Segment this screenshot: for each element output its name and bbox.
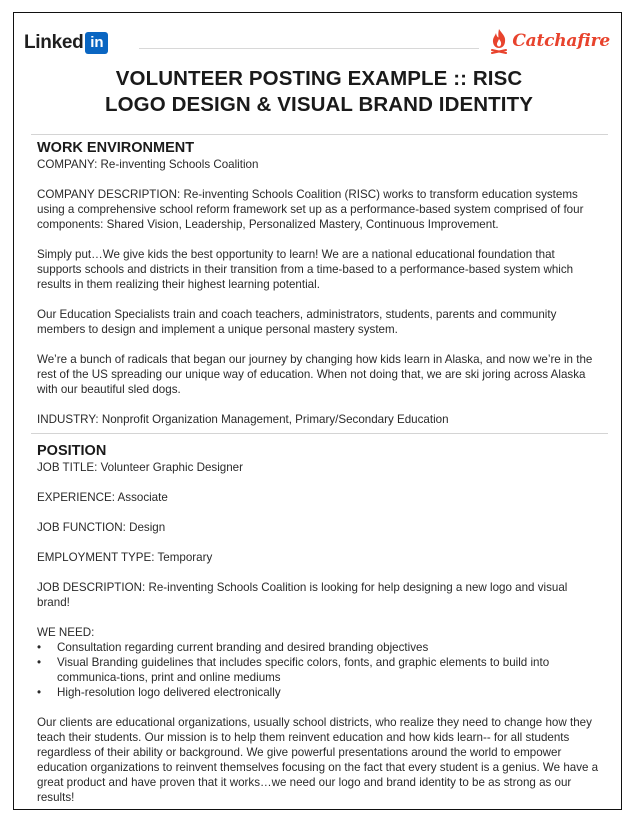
paragraph-simply-put: Simply put…We give kids the best opportunity to learn! We are a national educational foundation that supports schools and districts in their transition from a time-based to a performance-based system which results in them realizing their highest learning potential. bbox=[37, 248, 574, 291]
catchafire-wordmark: Catchafire bbox=[512, 31, 610, 51]
job-title-line: JOB TITLE: Volunteer Graphic Designer bbox=[37, 461, 243, 474]
employment-type-line: EMPLOYMENT TYPE: Temporary bbox=[37, 551, 213, 564]
we-need-label: WE NEED: bbox=[37, 626, 95, 639]
job-description-line: JOB DESCRIPTION: Re-inventing Schools Coalition is looking for help designing a new logo and visual brand! bbox=[37, 581, 568, 609]
list-item: • Consultation regarding current branding and desired branding objectives bbox=[37, 640, 602, 655]
page-title bbox=[24, 66, 614, 118]
list-item: • Visual Branding guidelines that includes specific colors, fonts, and graphic elements to build into communica-tions, print and online mediums bbox=[37, 655, 602, 685]
company-description: COMPANY DESCRIPTION: Re-inventing Schools Coalition (RISC) works to transform education systems using a comprehensive school reform framework set up as a performance-based system comprised of four components: Shared Vision, Leadership, Personalized Mastery, Continuous Improvement. bbox=[37, 188, 584, 231]
section-divider bbox=[31, 134, 608, 135]
linkedin-wordmark: Linked bbox=[24, 32, 84, 53]
closing-paragraph: Our clients are educational organizations, usually school districts, who realize they need to change how they teach their students. Our mission is to help them reinvent education and how kids learn-- for all students regardless of their ability or background. We give powerful presentations around the world to empower education organizations to reinvent themselves focusing on the fact that every student is a genius. We have a great product and have proven that it works…we need our logo and brand identity to be as strong as our results! bbox=[37, 716, 599, 804]
header-divider bbox=[139, 48, 479, 49]
linkedin-in-badge: in bbox=[85, 32, 108, 54]
page-header bbox=[24, 20, 610, 64]
flame-icon bbox=[489, 28, 509, 54]
needs-list bbox=[37, 640, 602, 700]
company-line: COMPANY: Re-inventing Schools Coalition bbox=[37, 158, 259, 171]
title-line-2: LOGO DESIGN & VISUAL BRAND IDENTITY bbox=[105, 93, 533, 116]
linkedin-logo bbox=[24, 32, 108, 54]
experience-line: EXPERIENCE: Associate bbox=[37, 491, 168, 504]
industry-line: INDUSTRY: Nonprofit Organization Management, Primary/Secondary Education bbox=[37, 413, 449, 426]
document-body bbox=[37, 134, 602, 805]
catchafire-logo bbox=[489, 28, 610, 54]
work-environment-heading: WORK ENVIRONMENT bbox=[37, 140, 195, 156]
section-divider bbox=[31, 433, 608, 434]
paragraph-radicals: We’re a bunch of radicals that began our journey by changing how kids learn in Alaska, and now we’re in the rest of the US spreading our unique way of education. When not doing that, we are ski joring across Alaska with our beautiful sled dogs. bbox=[37, 353, 593, 396]
job-function-line: JOB FUNCTION: Design bbox=[37, 521, 166, 534]
list-item: • High-resolution logo delivered electronically bbox=[37, 685, 602, 700]
title-line-1: VOLUNTEER POSTING EXAMPLE :: RISC bbox=[115, 67, 523, 90]
position-heading: POSITION bbox=[37, 443, 107, 459]
paragraph-education-specialists: Our Education Specialists train and coach teachers, administrators, students, parents and community members to design and implement a unique personal mastery system. bbox=[37, 308, 557, 336]
